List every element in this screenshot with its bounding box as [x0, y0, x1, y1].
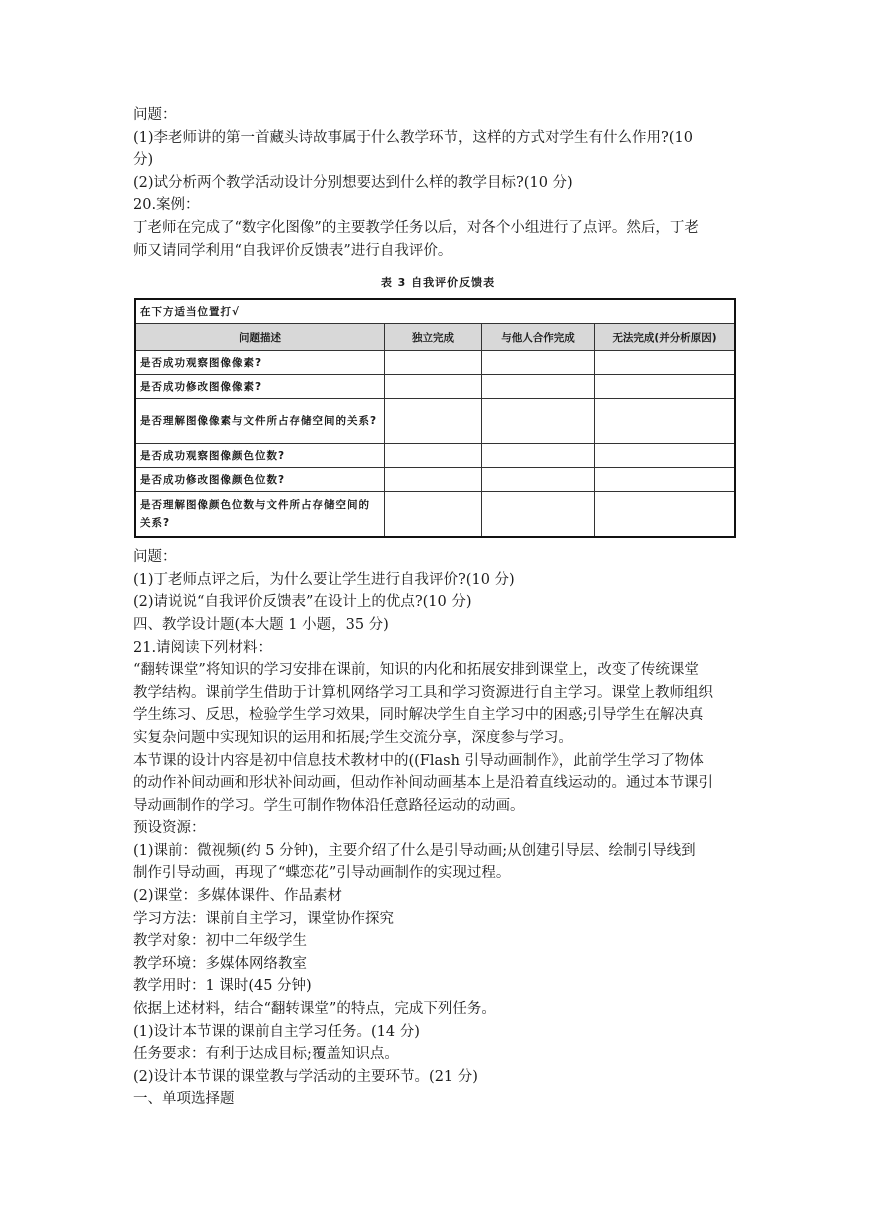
question-cell: 是否理解图像像素与文件所占存储空间的关系?	[135, 399, 385, 444]
text-block-top	[133, 104, 743, 262]
text-line: (1)课前：微视频(约 5 分钟)，主要介绍了什么是引导动画;从创建引导层、绘制引导线到	[133, 842, 696, 859]
check-cell[interactable]	[595, 444, 736, 468]
table-caption: 表 3 自我评价反馈表	[380, 276, 496, 290]
text-line: (1)丁老师点评之后，为什么要让学生进行自我评价?(10 分)	[133, 571, 515, 588]
table-header: 无法完成(并分析原因)	[595, 324, 736, 351]
text-line: 教学用时：1 课时(45 分钟)	[133, 978, 312, 995]
text-line: 四、教学设计题(本大题 1 小题，35 分)	[133, 616, 389, 633]
table-header: 独立完成	[385, 324, 482, 351]
check-cell[interactable]	[385, 444, 482, 468]
text-line: 分)	[133, 152, 154, 169]
check-cell[interactable]	[385, 375, 482, 399]
text-line: (2)试分析两个教学活动设计分别想要达到什么样的教学目标?(10 分)	[133, 174, 573, 191]
text-line: 教学结构。课前学生借助于计算机网络学习工具和学习资源进行自主学习。课堂上教师组织	[133, 684, 713, 701]
text-line: 丁老师在完成了“数字化图像”的主要教学任务以后，对各个小组进行了点评。然后，丁老	[133, 219, 699, 236]
question-cell: 是否成功修改图像像素?	[135, 375, 385, 399]
text-line: (2)请说说“自我评价反馈表”在设计上的优点?(10 分)	[133, 594, 472, 611]
table-row	[135, 375, 735, 399]
check-cell[interactable]	[595, 375, 736, 399]
text-line: 一、单项选择题	[133, 1091, 235, 1108]
text-line: 教学环境：多媒体网络教室	[133, 955, 307, 972]
table-header: 问题描述	[135, 324, 385, 351]
text-line: 依据上述材料，结合“翻转课堂”的特点，完成下列任务。	[133, 1001, 496, 1018]
text-line: 问题：	[133, 549, 177, 566]
text-line: 教学对象：初中二年级学生	[133, 933, 307, 950]
text-line: (2)课堂：多媒体课件、作品素材	[133, 888, 343, 905]
text-line: 本节课的设计内容是初中信息技术教材中的((Flash 引导动画制作》，此前学生学习了物体	[133, 752, 704, 769]
text-block-bottom	[133, 546, 743, 1111]
text-line: “翻转课堂”将知识的学习安排在课前，知识的内化和拓展安排到课堂上，改变了传统课堂	[133, 662, 699, 679]
question-cell: 是否成功观察图像像素?	[135, 351, 385, 375]
text-line: 预设资源：	[133, 820, 206, 837]
question-cell: 是否成功修改图像颜色位数?	[135, 468, 385, 492]
table-instruction: 在下方适当位置打√	[135, 299, 735, 324]
text-line: 学生练习、反思，检验学生学习效果，同时解决学生自主学习中的困惑;引导学生在解决真	[133, 707, 704, 724]
text-line: (1)设计本节课的课前自主学习任务。(14 分)	[133, 1023, 420, 1040]
document-content	[133, 104, 743, 1111]
text-line: 任务要求：有利于达成目标;覆盖知识点。	[133, 1046, 399, 1063]
question-cell: 是否成功观察图像颜色位数?	[135, 444, 385, 468]
check-cell[interactable]	[385, 399, 482, 444]
check-cell[interactable]	[595, 399, 736, 444]
check-cell[interactable]	[385, 492, 482, 538]
check-cell[interactable]	[482, 444, 595, 468]
check-cell[interactable]	[482, 399, 595, 444]
question-cell: 是否理解图像颜色位数与文件所占存储空间的关系?	[135, 492, 385, 538]
check-cell[interactable]	[385, 351, 482, 375]
text-line: 21.请阅读下列材料：	[133, 639, 273, 656]
table-row	[135, 399, 735, 444]
check-cell[interactable]	[595, 492, 736, 538]
text-line: (2)设计本节课的课堂教与学活动的主要环节。(21 分)	[133, 1068, 478, 1085]
check-cell[interactable]	[385, 468, 482, 492]
check-cell[interactable]	[595, 468, 736, 492]
table-header: 与他人合作完成	[482, 324, 595, 351]
check-cell[interactable]	[482, 351, 595, 375]
table-row	[135, 444, 735, 468]
text-line: 学习方法：课前自主学习，课堂协作探究	[133, 910, 394, 927]
text-line: 制作引导动画，再现了“蝶恋花”引导动画制作的实现过程。	[133, 865, 511, 882]
table-row	[135, 351, 735, 375]
check-cell[interactable]	[595, 351, 736, 375]
text-line: (1)李老师讲的第一首藏头诗故事属于什么教学环节，这样的方式对学生有什么作用?(10	[133, 129, 693, 146]
text-line: 问题：	[133, 107, 177, 123]
text-line: 师又请同学利用“自我评价反馈表”进行自我评价。	[133, 242, 453, 259]
table-row	[135, 468, 735, 492]
table-row	[135, 492, 735, 538]
check-cell[interactable]	[482, 468, 595, 492]
text-line: 的动作补间动画和形状补间动画，但动作补间动画基本上是沿着直线运动的。通过本节课引	[133, 775, 713, 792]
check-cell[interactable]	[482, 492, 595, 538]
text-line: 20.案例：	[133, 197, 200, 214]
self-evaluation-table	[134, 298, 736, 538]
text-line: 导动画制作的学习。学生可制作物体沿任意路径运动的动画。	[133, 797, 525, 814]
text-line: 实复杂问题中实现知识的运用和拓展;学生交流分享，深度参与学习。	[133, 729, 573, 746]
check-cell[interactable]	[482, 375, 595, 399]
